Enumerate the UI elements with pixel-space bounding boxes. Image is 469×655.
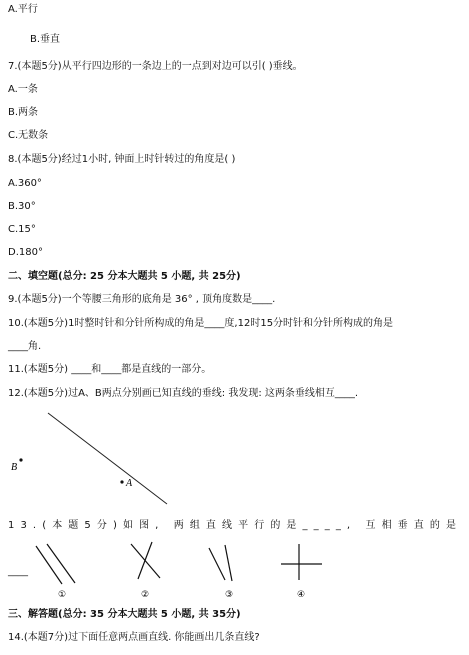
fig13-label-1: ① <box>58 590 67 600</box>
point-b-label: B <box>11 462 18 473</box>
question-10-continued: ____角. <box>8 341 42 352</box>
fig13-1-line-b <box>47 544 75 583</box>
question-10: 10.(本题5分)1时整时针和分针所构成的角是____度,12时15分时针和分针所构成的角是 <box>8 318 394 329</box>
fig13-3-line-a <box>209 548 225 580</box>
option-b-perpendicular: B.垂直 <box>30 34 61 45</box>
fig13-3-line-b <box>225 545 232 581</box>
question-8-option-c: C.15° <box>8 224 36 235</box>
question-8-option-b: B.30° <box>8 201 36 212</box>
fig13-1-line-a <box>36 546 62 584</box>
figure-12 <box>0 400 200 510</box>
figure-13 <box>0 536 340 602</box>
point-b-dot <box>19 458 22 461</box>
question-7: 7.(本题5分)从平行四边形的一条边上的一点到对边可以引( )垂线。 <box>8 61 303 72</box>
question-14: 14.(本题7分)过下面任意两点画直线. 你能画出几条直线? <box>8 632 260 643</box>
section-2-heading: 二、填空题(总分: 25 分本大题共 5 小题, 共 25分) <box>8 271 241 282</box>
fig13-2-line-b <box>138 542 152 579</box>
fig13-label-2: ② <box>141 590 150 600</box>
fig13-label-3: ③ <box>225 590 234 600</box>
point-a-dot <box>120 480 123 483</box>
question-13: 13.(本题5分)如图, 两组直线平行的是____, 互相垂直的是 <box>8 520 463 531</box>
question-8-option-d: D.180° <box>8 247 43 258</box>
question-7-option-b: B.两条 <box>8 107 39 118</box>
question-7-option-a: A.一条 <box>8 84 38 95</box>
fig13-2-line-a <box>131 544 160 578</box>
question-12: 12.(本题5分)过A、B两点分别画已知直线的垂线: 我发现: 这两条垂线相互____. <box>8 388 359 399</box>
point-a-label: A <box>126 478 133 489</box>
question-11: 11.(本题5分) ____和____都是直线的一部分。 <box>8 364 212 375</box>
option-a-parallel: A.平行 <box>8 4 38 15</box>
question-8-option-a: A.360° <box>8 178 42 189</box>
question-9: 9.(本题5分)一个等腰三角形的底角是 36° , 顶角度数是____. <box>8 294 276 305</box>
fig13-label-4: ④ <box>297 590 306 600</box>
question-8: 8.(本题5分)经过1小时, 钟面上时针转过的角度是( ) <box>8 154 236 165</box>
question-7-option-c: C.无数条 <box>8 130 49 141</box>
section-3-heading: 三、解答题(总分: 35 分本大题共 5 小题, 共 35分) <box>8 609 241 620</box>
given-line <box>48 413 167 504</box>
question-13-answer-blank: ____ <box>8 566 28 577</box>
